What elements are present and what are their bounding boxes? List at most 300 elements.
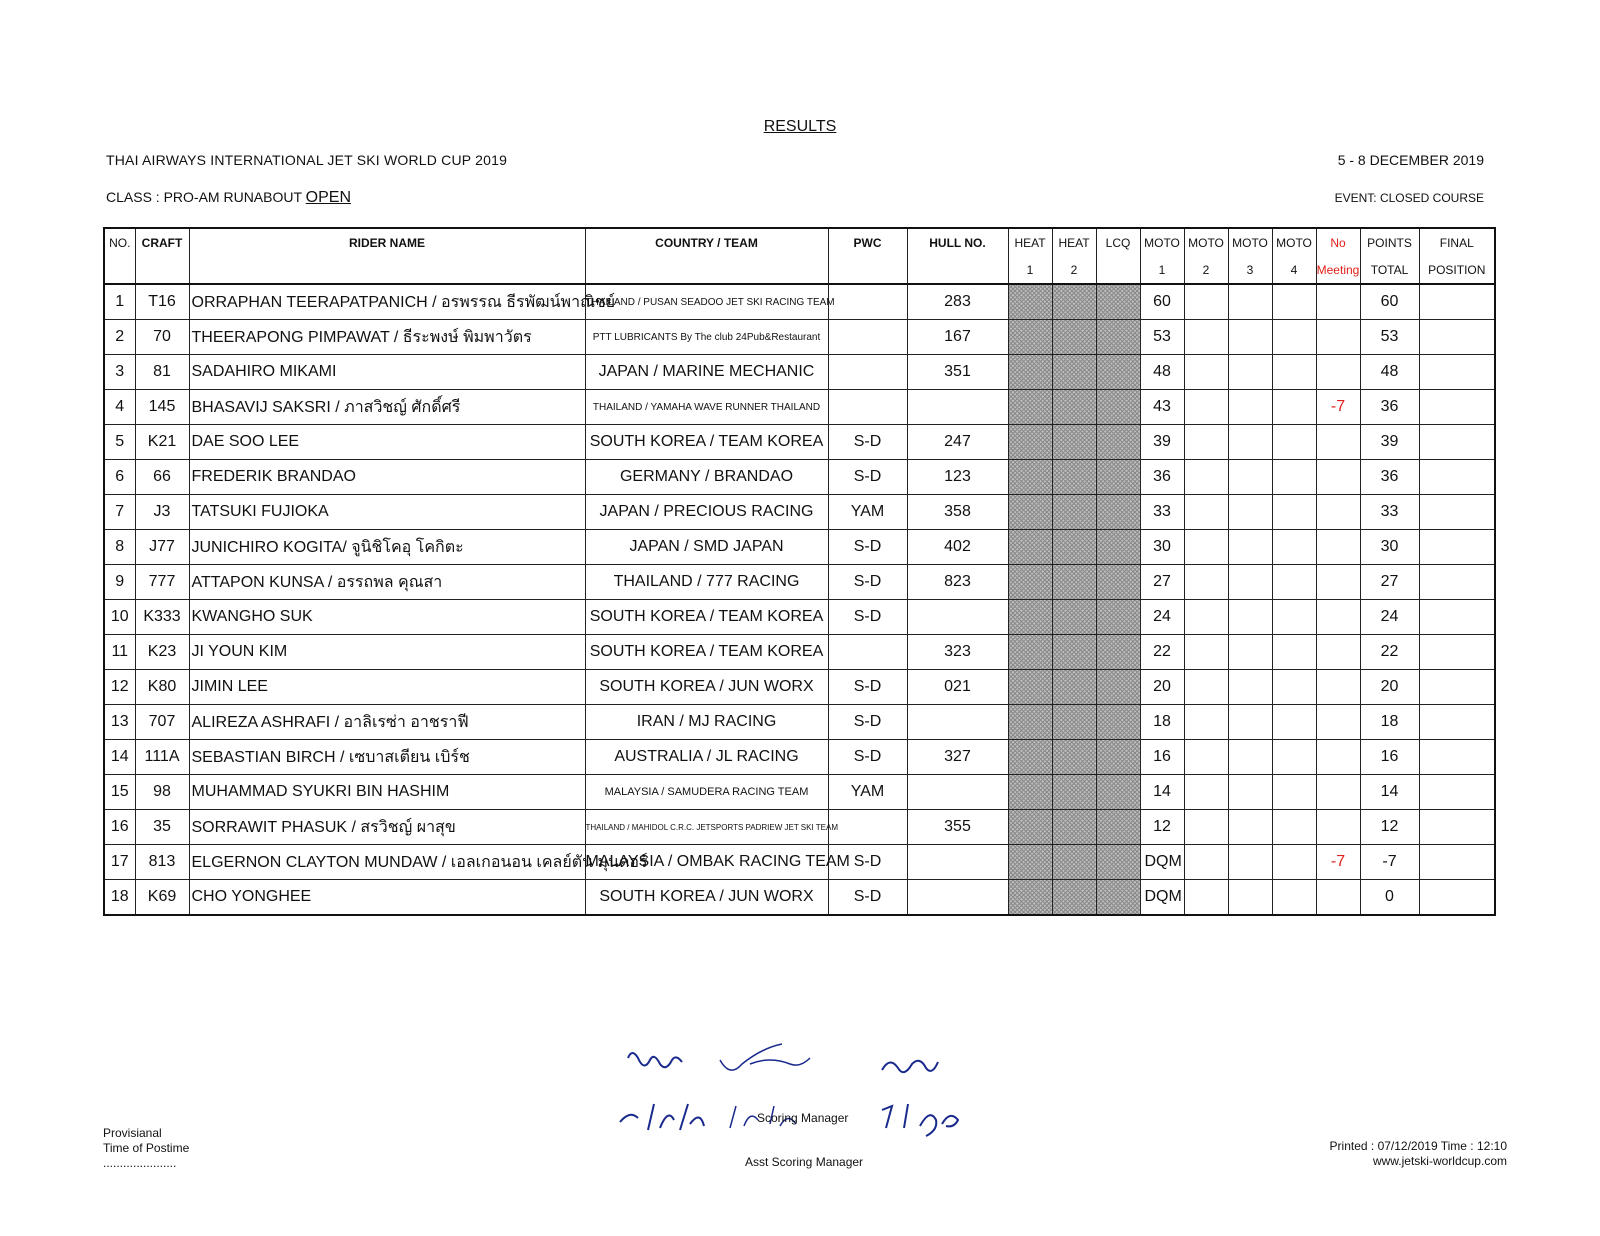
cell-craft: J3 bbox=[135, 495, 189, 530]
cell-final-position bbox=[1419, 775, 1495, 810]
cell-team: THAILAND / YAMAHA WAVE RUNNER THAILAND bbox=[585, 390, 828, 425]
cell-points-total: 36 bbox=[1360, 390, 1419, 425]
cell-moto1: 30 bbox=[1140, 530, 1184, 565]
cell-rider: ATTAPON KUNSA / อรรถพล คุณสา bbox=[189, 565, 585, 600]
cell-heat2 bbox=[1052, 845, 1096, 880]
page-title: RESULTS bbox=[763, 118, 837, 135]
cell-no: 18 bbox=[104, 880, 135, 916]
cell-points-total: 39 bbox=[1360, 425, 1419, 460]
event-type: EVENT: CLOSED COURSE bbox=[1334, 191, 1484, 205]
cell-heat1 bbox=[1008, 390, 1052, 425]
cell-team: SOUTH KOREA / TEAM KOREA bbox=[585, 600, 828, 635]
cell-team: PTT LUBRICANTS By The club 24Pub&Restaurant bbox=[585, 320, 828, 355]
cell-lcq bbox=[1096, 880, 1140, 916]
col-moto3-num: 3 bbox=[1228, 256, 1272, 284]
cell-moto4 bbox=[1272, 775, 1316, 810]
cell-moto2 bbox=[1184, 600, 1228, 635]
cell-moto3 bbox=[1228, 635, 1272, 670]
cell-no: 3 bbox=[104, 355, 135, 390]
cell-heat2 bbox=[1052, 320, 1096, 355]
cell-craft: 145 bbox=[135, 390, 189, 425]
cell-heat1 bbox=[1008, 284, 1052, 320]
cell-points-total: 33 bbox=[1360, 495, 1419, 530]
cell-team: SOUTH KOREA / TEAM KOREA bbox=[585, 425, 828, 460]
cell-rider: DAE SOO LEE bbox=[189, 425, 585, 460]
cell-moto4 bbox=[1272, 670, 1316, 705]
col-pwc: PWC bbox=[828, 228, 907, 256]
postime-label: Time of Postime bbox=[103, 1141, 190, 1155]
cell-moto2 bbox=[1184, 530, 1228, 565]
cell-craft: 35 bbox=[135, 810, 189, 845]
cell-pwc: S-D bbox=[828, 705, 907, 740]
cell-points-total: 12 bbox=[1360, 810, 1419, 845]
printed-time: Printed : 07/12/2019 Time : 12:10 bbox=[1329, 1139, 1507, 1153]
cell-moto2 bbox=[1184, 740, 1228, 775]
cell-moto3 bbox=[1228, 880, 1272, 916]
cell-no: 16 bbox=[104, 810, 135, 845]
cell-final-position bbox=[1419, 495, 1495, 530]
cell-moto2 bbox=[1184, 355, 1228, 390]
cell-no: 12 bbox=[104, 670, 135, 705]
cell-team: THAILAND / MAHIDOL C.R.C. JETSPORTS PADRIEW JET SKI TEAM bbox=[585, 810, 828, 845]
cell-hull: 823 bbox=[907, 565, 1008, 600]
cell-final-position bbox=[1419, 845, 1495, 880]
cell-pwc bbox=[828, 320, 907, 355]
cell-heat1 bbox=[1008, 775, 1052, 810]
cell-moto4 bbox=[1272, 635, 1316, 670]
cell-rider: BHASAVIJ SAKSRI / ภาสวิชญ์ ศักดิ์ศรี bbox=[189, 390, 585, 425]
cell-lcq bbox=[1096, 390, 1140, 425]
cell-final-position bbox=[1419, 320, 1495, 355]
cell-moto3 bbox=[1228, 565, 1272, 600]
cell-no-meeting bbox=[1316, 740, 1360, 775]
cell-team: AUSTRALIA / JL RACING bbox=[585, 740, 828, 775]
cell-rider: KWANGHO SUK bbox=[189, 600, 585, 635]
cell-points-total: 27 bbox=[1360, 565, 1419, 600]
cell-pwc bbox=[828, 355, 907, 390]
cell-moto3 bbox=[1228, 284, 1272, 320]
cell-moto3 bbox=[1228, 390, 1272, 425]
cell-no: 7 bbox=[104, 495, 135, 530]
cell-moto2 bbox=[1184, 495, 1228, 530]
cell-craft: K23 bbox=[135, 635, 189, 670]
cell-team: MALAYSIA / SAMUDERA RACING TEAM bbox=[585, 775, 828, 810]
cell-final-position bbox=[1419, 880, 1495, 916]
col-no-meeting-sub: Meeting bbox=[1316, 256, 1360, 284]
cell-pwc: S-D bbox=[828, 530, 907, 565]
cell-heat2 bbox=[1052, 775, 1096, 810]
cell-heat2 bbox=[1052, 740, 1096, 775]
cell-craft: 98 bbox=[135, 775, 189, 810]
cell-moto3 bbox=[1228, 320, 1272, 355]
col-lcq: LCQ bbox=[1096, 228, 1140, 256]
col-hull: HULL NO. bbox=[907, 228, 1008, 256]
cell-lcq bbox=[1096, 425, 1140, 460]
cell-heat1 bbox=[1008, 670, 1052, 705]
cell-pwc bbox=[828, 284, 907, 320]
cell-points-total: 22 bbox=[1360, 635, 1419, 670]
table-row bbox=[104, 284, 1495, 320]
cell-no-meeting bbox=[1316, 810, 1360, 845]
col-craft: CRAFT bbox=[135, 228, 189, 256]
cell-no-meeting bbox=[1316, 880, 1360, 916]
cell-no: 17 bbox=[104, 845, 135, 880]
cell-lcq bbox=[1096, 460, 1140, 495]
col-no: NO. bbox=[104, 228, 135, 256]
cell-heat2 bbox=[1052, 635, 1096, 670]
cell-lcq bbox=[1096, 284, 1140, 320]
cell-no: 11 bbox=[104, 635, 135, 670]
cell-moto2 bbox=[1184, 390, 1228, 425]
cell-moto3 bbox=[1228, 600, 1272, 635]
cell-moto2 bbox=[1184, 460, 1228, 495]
cell-hull bbox=[907, 705, 1008, 740]
cell-hull: 123 bbox=[907, 460, 1008, 495]
cell-hull: 323 bbox=[907, 635, 1008, 670]
cell-points-total: 48 bbox=[1360, 355, 1419, 390]
cell-no: 8 bbox=[104, 530, 135, 565]
cell-heat2 bbox=[1052, 705, 1096, 740]
cell-points-total: 30 bbox=[1360, 530, 1419, 565]
cell-moto2 bbox=[1184, 565, 1228, 600]
cell-no: 10 bbox=[104, 600, 135, 635]
cell-moto1: 24 bbox=[1140, 600, 1184, 635]
cell-moto1: DQM bbox=[1140, 880, 1184, 916]
col-heat2-num: 2 bbox=[1052, 256, 1096, 284]
cell-no: 2 bbox=[104, 320, 135, 355]
cell-rider: TATSUKI FUJIOKA bbox=[189, 495, 585, 530]
cell-moto1: 53 bbox=[1140, 320, 1184, 355]
cell-moto4 bbox=[1272, 565, 1316, 600]
col-heat1: HEAT bbox=[1008, 228, 1052, 256]
cell-moto4 bbox=[1272, 390, 1316, 425]
cell-moto3 bbox=[1228, 705, 1272, 740]
col-moto1-num: 1 bbox=[1140, 256, 1184, 284]
cell-no-meeting bbox=[1316, 530, 1360, 565]
cell-heat2 bbox=[1052, 600, 1096, 635]
cell-heat2 bbox=[1052, 810, 1096, 845]
cell-team: IRAN / MJ RACING bbox=[585, 705, 828, 740]
cell-craft: 81 bbox=[135, 355, 189, 390]
cell-heat1 bbox=[1008, 530, 1052, 565]
cell-moto2 bbox=[1184, 810, 1228, 845]
cell-points-total: 36 bbox=[1360, 460, 1419, 495]
cell-heat1 bbox=[1008, 425, 1052, 460]
cell-pwc: YAM bbox=[828, 495, 907, 530]
cell-heat2 bbox=[1052, 565, 1096, 600]
cell-no-meeting bbox=[1316, 670, 1360, 705]
cell-moto1: 18 bbox=[1140, 705, 1184, 740]
cell-final-position bbox=[1419, 460, 1495, 495]
table-row bbox=[104, 705, 1495, 740]
cell-moto2 bbox=[1184, 670, 1228, 705]
cell-heat1 bbox=[1008, 740, 1052, 775]
table-row bbox=[104, 320, 1495, 355]
cell-rider: MUHAMMAD SYUKRI BIN HASHIM bbox=[189, 775, 585, 810]
cell-no-meeting bbox=[1316, 460, 1360, 495]
results-table bbox=[103, 227, 1496, 916]
cell-lcq bbox=[1096, 810, 1140, 845]
cell-moto3 bbox=[1228, 845, 1272, 880]
cell-moto3 bbox=[1228, 775, 1272, 810]
col-no-meeting: No bbox=[1316, 228, 1360, 256]
cell-rider: ORRAPHAN TEERAPATPANICH / อรพรรณ ธีรพัฒน์พาณิชย์ bbox=[189, 284, 585, 320]
col-points: POINTS bbox=[1360, 228, 1419, 256]
cell-rider: CHO YONGHEE bbox=[189, 880, 585, 916]
cell-lcq bbox=[1096, 495, 1140, 530]
event-dates: 5 - 8 DECEMBER 2019 bbox=[1337, 152, 1484, 168]
table-row bbox=[104, 810, 1495, 845]
cell-no: 15 bbox=[104, 775, 135, 810]
postime-dots: ...................... bbox=[103, 1156, 177, 1170]
cell-final-position bbox=[1419, 390, 1495, 425]
cell-pwc bbox=[828, 635, 907, 670]
cell-no-meeting bbox=[1316, 425, 1360, 460]
cell-moto4 bbox=[1272, 810, 1316, 845]
cell-rider: JIMIN LEE bbox=[189, 670, 585, 705]
col-moto2: MOTO bbox=[1184, 228, 1228, 256]
cell-craft: 707 bbox=[135, 705, 189, 740]
cell-team: SOUTH KOREA / JUN WORX bbox=[585, 670, 828, 705]
cell-craft: 111A bbox=[135, 740, 189, 775]
cell-lcq bbox=[1096, 355, 1140, 390]
cell-craft: T16 bbox=[135, 284, 189, 320]
cell-moto1: 43 bbox=[1140, 390, 1184, 425]
cell-moto2 bbox=[1184, 880, 1228, 916]
cell-moto1: 60 bbox=[1140, 284, 1184, 320]
table-row bbox=[104, 775, 1495, 810]
cell-heat2 bbox=[1052, 355, 1096, 390]
cell-lcq bbox=[1096, 705, 1140, 740]
cell-heat1 bbox=[1008, 355, 1052, 390]
cell-final-position bbox=[1419, 810, 1495, 845]
cell-lcq bbox=[1096, 320, 1140, 355]
class-name: OPEN bbox=[305, 189, 352, 206]
cell-moto3 bbox=[1228, 530, 1272, 565]
cell-final-position bbox=[1419, 355, 1495, 390]
cell-heat2 bbox=[1052, 880, 1096, 916]
cell-hull: 402 bbox=[907, 530, 1008, 565]
cell-team: THAILAND / 777 RACING bbox=[585, 565, 828, 600]
table-row bbox=[104, 670, 1495, 705]
col-team: COUNTRY / TEAM bbox=[585, 228, 828, 256]
cell-points-total: 0 bbox=[1360, 880, 1419, 916]
cell-moto1: 16 bbox=[1140, 740, 1184, 775]
cell-no-meeting bbox=[1316, 355, 1360, 390]
cell-heat1 bbox=[1008, 705, 1052, 740]
cell-no: 6 bbox=[104, 460, 135, 495]
cell-no: 5 bbox=[104, 425, 135, 460]
cell-moto2 bbox=[1184, 320, 1228, 355]
col-points-sub: TOTAL bbox=[1360, 256, 1419, 284]
cell-moto2 bbox=[1184, 425, 1228, 460]
cell-no: 9 bbox=[104, 565, 135, 600]
cell-pwc: S-D bbox=[828, 845, 907, 880]
cell-points-total: 60 bbox=[1360, 284, 1419, 320]
cell-lcq bbox=[1096, 635, 1140, 670]
cell-no: 13 bbox=[104, 705, 135, 740]
cell-pwc: S-D bbox=[828, 425, 907, 460]
cell-heat2 bbox=[1052, 425, 1096, 460]
scoring-manager-label: Scoring Manager bbox=[757, 1111, 849, 1125]
cell-rider: ALIREZA ASHRAFI / อาลิเรซ่า อาชราฟี bbox=[189, 705, 585, 740]
col-moto4-num: 4 bbox=[1272, 256, 1316, 284]
cell-final-position bbox=[1419, 635, 1495, 670]
cell-heat1 bbox=[1008, 880, 1052, 916]
table-row bbox=[104, 565, 1495, 600]
cell-final-position bbox=[1419, 670, 1495, 705]
table-row bbox=[104, 600, 1495, 635]
cell-no-meeting: -7 bbox=[1316, 390, 1360, 425]
table-row bbox=[104, 530, 1495, 565]
cell-points-total: 20 bbox=[1360, 670, 1419, 705]
header-row-2 bbox=[104, 256, 1495, 284]
cell-moto3 bbox=[1228, 460, 1272, 495]
cell-rider: SORRAWIT PHASUK / สรวิชญ์ ผาสุข bbox=[189, 810, 585, 845]
cell-lcq bbox=[1096, 565, 1140, 600]
col-moto1: MOTO bbox=[1140, 228, 1184, 256]
cell-pwc bbox=[828, 810, 907, 845]
cell-lcq bbox=[1096, 600, 1140, 635]
cell-final-position bbox=[1419, 530, 1495, 565]
header-row-1 bbox=[104, 228, 1495, 256]
cell-moto4 bbox=[1272, 880, 1316, 916]
cell-no-meeting bbox=[1316, 495, 1360, 530]
cell-no-meeting: -7 bbox=[1316, 845, 1360, 880]
cell-moto1: 22 bbox=[1140, 635, 1184, 670]
cell-moto1: 12 bbox=[1140, 810, 1184, 845]
cell-team: GERMANY / BRANDAO bbox=[585, 460, 828, 495]
table-row bbox=[104, 880, 1495, 916]
cell-moto1: 27 bbox=[1140, 565, 1184, 600]
cell-pwc: S-D bbox=[828, 600, 907, 635]
cell-craft: 66 bbox=[135, 460, 189, 495]
cell-pwc bbox=[828, 390, 907, 425]
cell-team: JAPAN / SMD JAPAN bbox=[585, 530, 828, 565]
cell-points-total: 18 bbox=[1360, 705, 1419, 740]
cell-hull bbox=[907, 390, 1008, 425]
cell-final-position bbox=[1419, 600, 1495, 635]
class-prefix: CLASS : PRO-AM RUNABOUT bbox=[106, 189, 302, 205]
cell-no: 1 bbox=[104, 284, 135, 320]
asst-scoring-manager-label: Asst Scoring Manager bbox=[745, 1155, 864, 1169]
table-row bbox=[104, 460, 1495, 495]
cell-moto4 bbox=[1272, 284, 1316, 320]
cell-moto4 bbox=[1272, 460, 1316, 495]
cell-hull bbox=[907, 880, 1008, 916]
cell-moto1: 20 bbox=[1140, 670, 1184, 705]
cell-team: SOUTH KOREA / JUN WORX bbox=[585, 880, 828, 916]
cell-heat1 bbox=[1008, 635, 1052, 670]
website-link[interactable]: www.jetski-worldcup.com bbox=[1372, 1154, 1507, 1168]
cell-rider: JI YOUN KIM bbox=[189, 635, 585, 670]
table-row bbox=[104, 740, 1495, 775]
table-row bbox=[104, 635, 1495, 670]
cell-points-total: -7 bbox=[1360, 845, 1419, 880]
cell-lcq bbox=[1096, 845, 1140, 880]
table-row bbox=[104, 845, 1495, 880]
cell-pwc: S-D bbox=[828, 880, 907, 916]
cell-no-meeting bbox=[1316, 775, 1360, 810]
table-row bbox=[104, 355, 1495, 390]
cell-moto1: 14 bbox=[1140, 775, 1184, 810]
cell-rider: SADAHIRO MIKAMI bbox=[189, 355, 585, 390]
cell-rider: JUNICHIRO KOGITA/ จูนิชิโคอุ โคกิตะ bbox=[189, 530, 585, 565]
cell-moto2 bbox=[1184, 775, 1228, 810]
class-label bbox=[106, 189, 351, 207]
cell-heat1 bbox=[1008, 845, 1052, 880]
cell-team: SOUTH KOREA / TEAM KOREA bbox=[585, 635, 828, 670]
cell-moto1: 48 bbox=[1140, 355, 1184, 390]
cell-craft: K333 bbox=[135, 600, 189, 635]
cell-no: 4 bbox=[104, 390, 135, 425]
printed-block bbox=[1330, 1139, 1507, 1169]
cell-craft: K80 bbox=[135, 670, 189, 705]
table-row bbox=[104, 425, 1495, 460]
cell-moto3 bbox=[1228, 495, 1272, 530]
col-heat1-num: 1 bbox=[1008, 256, 1052, 284]
cell-team: JAPAN / MARINE MECHANIC bbox=[585, 355, 828, 390]
cell-moto2 bbox=[1184, 284, 1228, 320]
cell-pwc: S-D bbox=[828, 670, 907, 705]
cell-hull bbox=[907, 845, 1008, 880]
cell-hull: 351 bbox=[907, 355, 1008, 390]
cell-moto4 bbox=[1272, 740, 1316, 775]
cell-moto3 bbox=[1228, 740, 1272, 775]
cell-no-meeting bbox=[1316, 705, 1360, 740]
cell-moto4 bbox=[1272, 320, 1316, 355]
cell-craft: 813 bbox=[135, 845, 189, 880]
cell-lcq bbox=[1096, 775, 1140, 810]
cell-craft: J77 bbox=[135, 530, 189, 565]
cell-heat1 bbox=[1008, 460, 1052, 495]
cell-points-total: 16 bbox=[1360, 740, 1419, 775]
col-moto4: MOTO bbox=[1272, 228, 1316, 256]
cell-moto2 bbox=[1184, 635, 1228, 670]
cell-moto4 bbox=[1272, 495, 1316, 530]
cell-points-total: 14 bbox=[1360, 775, 1419, 810]
cell-final-position bbox=[1419, 705, 1495, 740]
col-rider: RIDER NAME bbox=[189, 228, 585, 256]
cell-lcq bbox=[1096, 530, 1140, 565]
cell-craft: K21 bbox=[135, 425, 189, 460]
cell-heat1 bbox=[1008, 600, 1052, 635]
col-moto2-num: 2 bbox=[1184, 256, 1228, 284]
table-row bbox=[104, 495, 1495, 530]
cell-heat2 bbox=[1052, 670, 1096, 705]
cell-heat2 bbox=[1052, 495, 1096, 530]
cell-moto1: DQM bbox=[1140, 845, 1184, 880]
col-final: FINAL bbox=[1419, 228, 1495, 256]
cell-moto3 bbox=[1228, 810, 1272, 845]
cell-hull: 167 bbox=[907, 320, 1008, 355]
cell-rider: ELGERNON CLAYTON MUNDAW / เอลเกอนอน เคลย์ตัน มุนดอร์ bbox=[189, 845, 585, 880]
cell-heat2 bbox=[1052, 390, 1096, 425]
cell-moto4 bbox=[1272, 530, 1316, 565]
cell-moto2 bbox=[1184, 705, 1228, 740]
cell-heat1 bbox=[1008, 495, 1052, 530]
cell-moto3 bbox=[1228, 670, 1272, 705]
cell-hull: 358 bbox=[907, 495, 1008, 530]
cell-no-meeting bbox=[1316, 600, 1360, 635]
cell-moto1: 33 bbox=[1140, 495, 1184, 530]
cell-heat1 bbox=[1008, 320, 1052, 355]
cell-pwc: YAM bbox=[828, 775, 907, 810]
cell-team: THAILAND / PUSAN SEADOO JET SKI RACING TEAM bbox=[585, 284, 828, 320]
col-heat2: HEAT bbox=[1052, 228, 1096, 256]
cell-hull: 283 bbox=[907, 284, 1008, 320]
cell-final-position bbox=[1419, 740, 1495, 775]
